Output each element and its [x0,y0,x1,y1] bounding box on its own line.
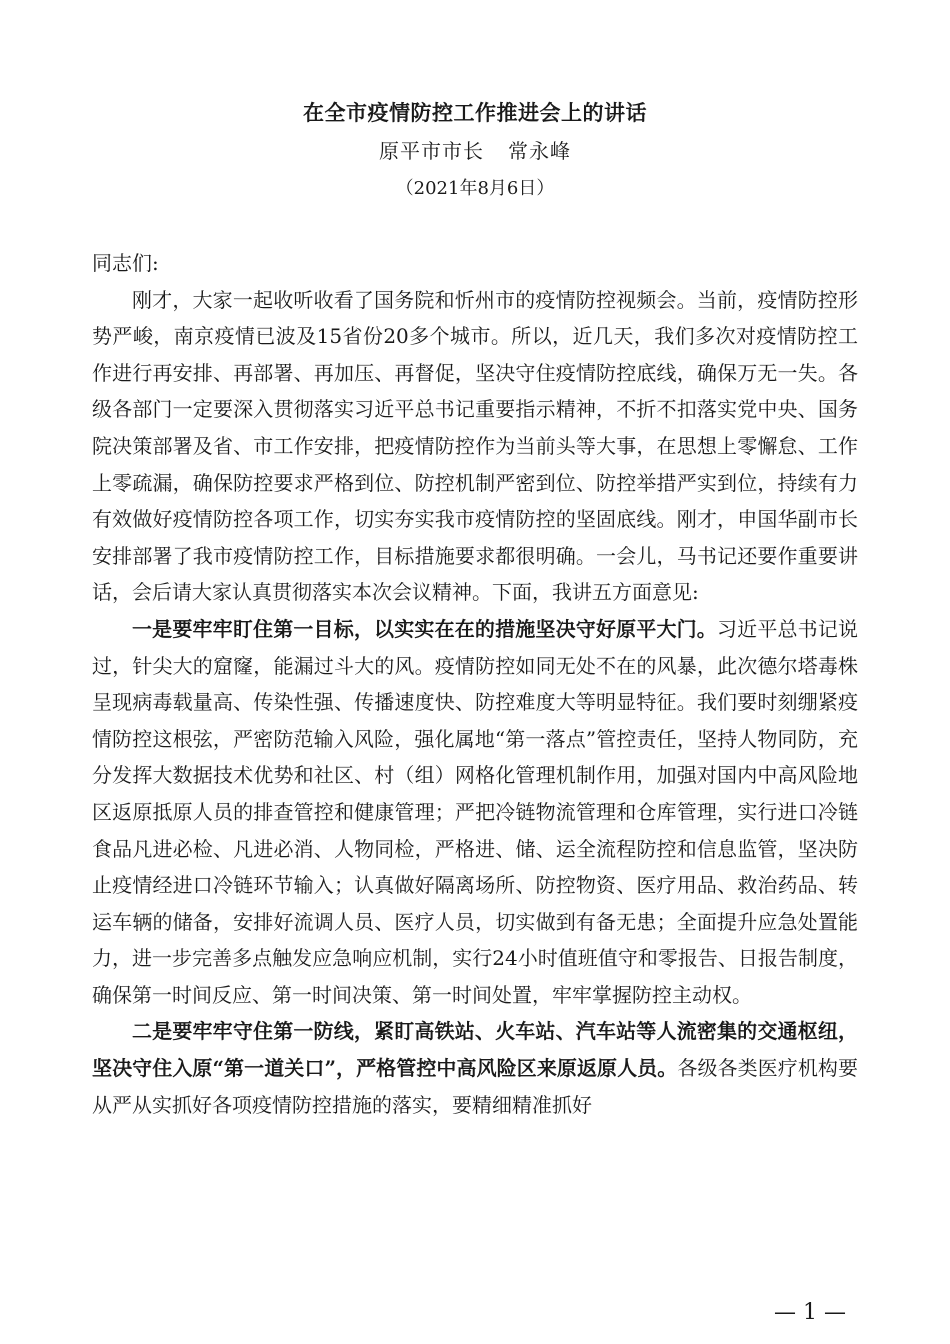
paragraph-intro: 刚才，大家一起收听收看了国务院和忻州市的疫情防控视频会。当前，疫情防控形势严峻，南京疫情已波及15省份20多个城市。所以，近几天，我们多次对疫情防控工作进行再安排、再部署、再加压、再督促，坚决守住疫情防控底线，确保万无一失。各级各部门一定要深入贯彻落实习近平总书记重要指示精神，不折不扣落实党中央、国务院决策部署及省、市工作安排，把疫情防控作为当前头等大事，在思想上零懈怠、工作上零疏漏，确保防控要求严格到位、防控机制严密到位、防控举措严实到位，持续有力有效做好疫情防控各项工作，切实夯实我市疫情防控的坚固底线。刚才，申国华副市长安排部署了我市疫情防控工作，目标措施要求都很明确。一会儿，马书记还要作重要讲话，会后请大家认真贯彻落实本次会议精神。下面，我讲五方面意见: [92,287,858,605]
point-one-text: 习近平总书记说过，针尖大的窟窿，能漏过斗大的风。疫情防控如同无处不在的风暴，此次德尔塔毒株呈现病毒载量高、传染性强、传播速度快、防控难度大等明显特征。我们要时刻绷紧疫情防控这根弦，严密防范输入风险，强化属地“第一落点”管控责任，坚持人物同防，充分发挥大数据技术优势和社区、村（组）网格化管理机制作用，加强对国内中高风险地区返原抵原人员的排查管控和健康管理；严把冷链物流管理和仓库管理，实行进口冷链食品凡进必检、凡进必消、人物同检，严格进、储、运全流程防控和信息监管，坚决防止疫情经进口冷链环节输入；认真做好隔离场所、防控物资、医疗用品、救治药品、转运车辆的储备，安排好流调人员、医疗人员，切实做到有备无患；全面提升应急处置能力，进一步完善多点触发应急响应机制，实行24小时值班值守和零报告、日报告制度，确保第一时间反应、第一时间决策、第一时间处置，牢牢掌握防控主动权。 [92,616,859,1007]
page-number: — 1 — [774,1300,846,1325]
paragraph-point-one [92,611,858,1014]
speech-body [92,245,858,1123]
speech-date: （2021年8月6日） [395,178,555,199]
author-role: 原平市市长 [379,139,484,163]
author-line [0,135,950,164]
author-name: 常永峰 [508,139,571,163]
point-one-heading: 一是要牢牢盯住第一目标，以实实在在的措施坚决守好原平大门。 [132,616,717,641]
point-two-text: 各级各类医疗机构要从严从实抓好各项疫情防控措施的落实，要精细精准抓好 [92,1056,859,1117]
point-two-heading: 二是要牢牢守住第一防线，紧盯高铁站、火车站、汽车站等人流密集的交通枢纽，坚决守住入原“第一道关口”，严格管控中高风险区来原返原人员。 [92,1019,858,1081]
paragraph-point-two [92,1013,858,1123]
salutation: 同志们: [92,251,159,275]
document-title: 在全市疫情防控工作推进会上的讲话 [303,100,647,125]
